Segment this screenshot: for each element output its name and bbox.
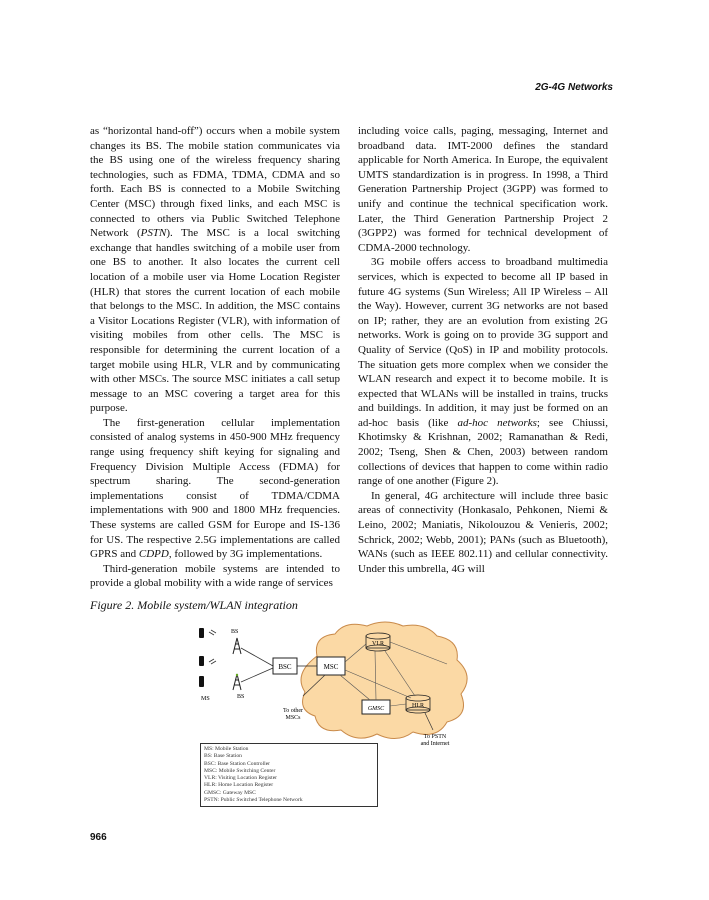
to-pstn-label-line-2: and Internet: [420, 741, 450, 747]
legend-entry: MSC: Mobile Switching Center: [204, 767, 276, 774]
radio-wave-icon: [209, 659, 216, 664]
legend-entry: MS: Mobile Station: [204, 746, 249, 752]
left-paragraph-2: The first-generation cellular implementation consisted of analog systems in 450-900 MHz frequency range using frequency shift keying for signaling and Frequency Division Multiple Access (FDMA) for spectrum sharing. The second-generation implementations consist of TDMA/CDMA implementations with 900 and 1800 MHz frequencies. These systems are called GSM for Europe and IS-136 for US. The respective 2.5G implementations are called GPRS and CDPD, followed by 3G implementations.: [90, 416, 340, 561]
pstn-emphasis: PSTN: [140, 227, 167, 240]
to-pstn-label-line-1: To PSTN: [423, 734, 447, 740]
legend-entry: BS: Base Station: [204, 753, 242, 760]
mobile-phone-icon: [199, 628, 204, 638]
base-station-tower-icon: [233, 638, 241, 654]
bs-bsc-link: [241, 668, 273, 682]
msc-label: MSC: [323, 663, 339, 671]
network-figure: [185, 618, 475, 813]
right-paragraph-1: including voice calls, paging, messaging, Internet and broadband data. IMT-2000 defines the standard applicable for North America. In Europe, the equivalent UMTS standardization is in progress. In 1998, a Third Generation Partnership Project (3GPP) was formed to unify and continue the technical specification work. Later, the Third Generation Partnership Project 2 (3GPP2) was formed for technical development of CDMA-2000 technology.: [358, 125, 608, 254]
gmsc-label: GMSC: [367, 706, 385, 712]
ms-label: MS: [201, 696, 210, 702]
page-number: 966: [90, 832, 107, 843]
bs-top-label: BS: [231, 629, 239, 635]
legend-entry: HLR: Home Location Register: [204, 782, 274, 789]
bsc-label: BSC: [278, 663, 292, 671]
vlr-label: VLR: [372, 641, 384, 647]
right-paragraph-3: In general, 4G architecture will include three basic areas of connectivity (Honkasalo, Pehkonen, Niemi & Leino, 2002; Maniatis, Nikolouzou & Venieris, 2002; Schrick, 2002; Webb, 2001); PANs (such as Bluetooth), WANs (such as IEEE 802.11) and cellular connectivity. Under this umbrella, 4G will: [358, 489, 608, 575]
left-paragraph-3: Third-generation mobile systems are intended to provide a global mobility with a wide range of services: [90, 562, 340, 590]
bs-bsc-link: [241, 648, 273, 666]
bs-bottom-label: BS: [237, 694, 245, 700]
right-column: [358, 124, 608, 576]
left-column: [90, 124, 340, 591]
legend-entry: PSTN: Public Switched Telephone Network: [204, 797, 303, 804]
legend-entry: GMSC: Gateway MSC: [204, 789, 256, 796]
radio-wave-icon: [209, 630, 216, 635]
legend-entry: BSC: Base Station Controller: [204, 760, 271, 767]
to-other-mscs-label-line-2: MSCs: [285, 715, 301, 721]
mobile-phone-icon: [199, 676, 204, 687]
cdpd-emphasis: CDPD: [138, 548, 169, 561]
right-paragraph-2: 3G mobile offers access to broadband multimedia services, which is expected to become all IP based in future 4G systems (Sun Wireless; All IP Wireless – All the Way). However, current 3G networks are not based on IP; rather, they are an evolution from existing 2G networks. Work is going on to provide 3G support and Quality of Service (QoS) in IP and mobility protocols. The situation gets more complex when we consider the WLAN research and expect it to become mobile. It is expected that WLANs will be installed in trains, trucks and buildings. In addition, it may just be formed on an ad-hoc basis (like ad-hoc networks; see Chiussi, Khotimsky & Krishnan, 2002; Ramanathan & Redi, 2002; Tseng, Shen & Chen, 2003) between random collections of devices that happen to come within radio range of one another (Figure 2).: [358, 256, 608, 488]
figure-caption: Figure 2. Mobile system/WLAN integration: [90, 598, 298, 612]
hlr-label: HLR: [412, 703, 424, 709]
to-other-mscs-label-line-1: To other: [282, 708, 304, 714]
antenna-light-icon: [236, 674, 238, 676]
figure-legend: [200, 743, 378, 807]
base-station-tower-icon: [233, 674, 241, 690]
legend-entry: VLR: Visiting Location Register: [204, 775, 278, 782]
left-paragraph-1: as “horizontal hand-off”) occurs when a mobile system changes its BS. The mobile station communicates via the BS using one of the wireless frequency sharing technologies, such as FDMA, TDMA, CDMA and so forth. Each BS is connected to a Mobile Switching Center (MSC) through fixed links, and each MSC is connected to others via Public Switched Telephone Network (PSTN). The MSC is a local switching exchange that handles switching of a mobile user from one BS to another. It also locates the current cell location of a mobile user via Home Location Register (HLR) that stores the current location of each mobile that belongs to the MSC. In addition, the MSC contains a Visitor Locations Register (VLR), with information of visiting mobiles from other cells. The MSC is responsible for determining the current location of a target mobile using HLR, VLR and by communicating with other MSCs. The source MSC initiates a call setup message to an MSC covering a target area for this purpose.: [90, 125, 340, 415]
ad-hoc-emphasis: ad-hoc networks: [457, 416, 537, 429]
running-header: 2G-4G Networks: [535, 82, 613, 93]
mobile-phone-icon: [199, 656, 204, 666]
